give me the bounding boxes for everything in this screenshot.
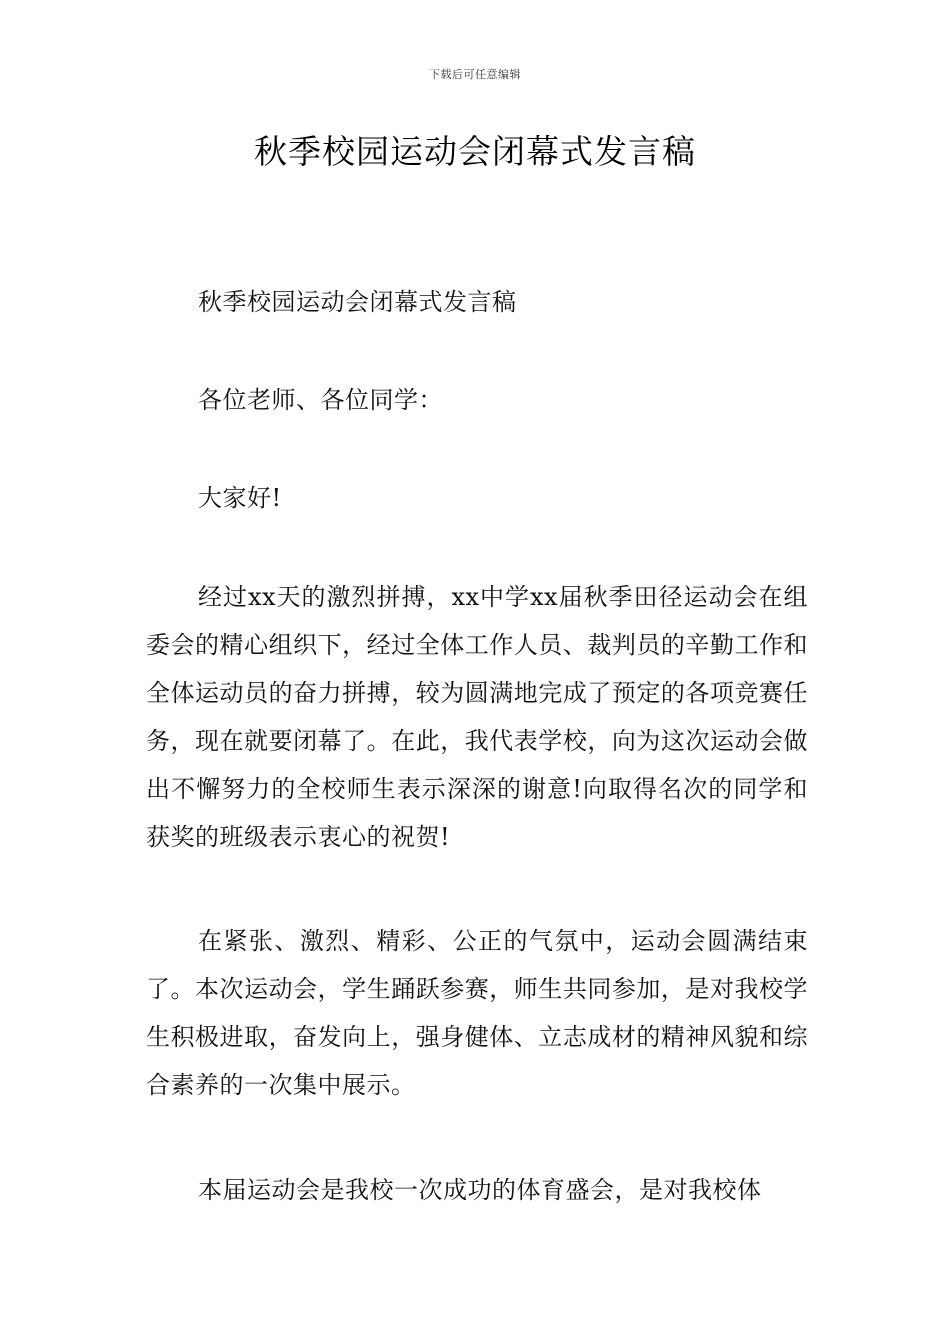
body-paragraph: 经过xx天的激烈拼搏，xx中学xx届秋季田径运动会在组委会的精心组织下，经过全体工作人员、裁判员的辛勤工作和全体运动员的奋力拼搏，较为圆满地完成了预定的各项竞赛任务，现在就要闭幕了。在此，我代表学校，向为这次运动会做出不懈努力的全校师生表示深深的谢意!向取得名次的同学和获奖的班级表示衷心的祝贺! <box>146 583 808 851</box>
body-paragraph: 在紧张、激烈、精彩、公正的气氛中，运动会圆满结束了。本次运动会，学生踊跃参赛，师生共同参加，是对我校学生积极进取，奋发向上，强身健体、立志成材的精神风貌和综合素养的一次集中展示。 <box>146 927 808 1099</box>
salutation: 各位老师、各位同学： <box>198 386 443 414</box>
document-subtitle: 秋季校园运动会闭幕式发言稿 <box>198 288 517 316</box>
document-title: 秋季校园运动会闭幕式发言稿 <box>254 132 696 171</box>
header-note: 下载后可任意编辑 <box>429 68 521 81</box>
greeting: 大家好! <box>198 484 282 512</box>
body-paragraph: 本届运动会是我校一次成功的体育盛会，是对我校体 <box>198 1176 762 1204</box>
